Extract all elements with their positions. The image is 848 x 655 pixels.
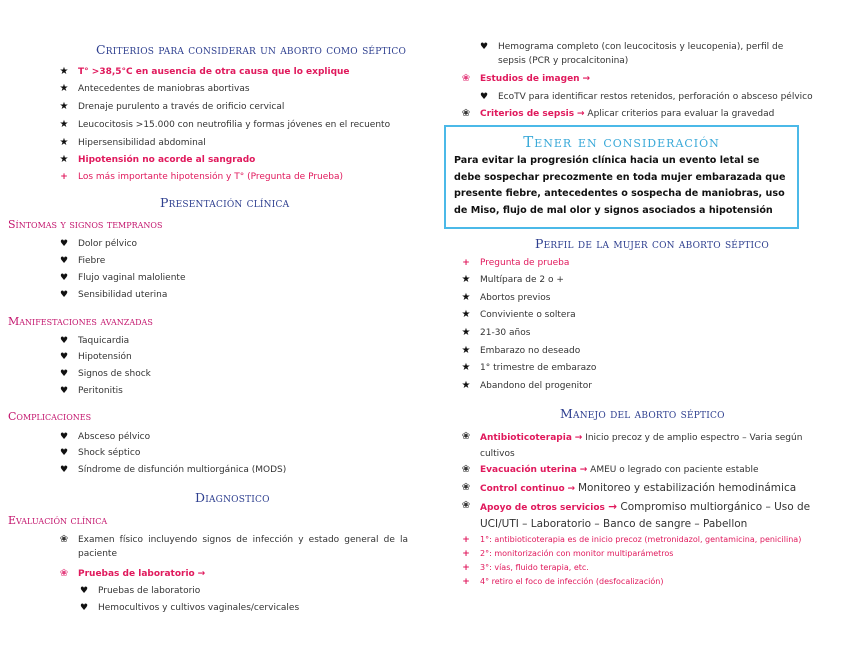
star-icon: ★ [59, 83, 69, 94]
criterios-title: Criterios para considerar un aborto como séptico [96, 42, 407, 57]
criterio-item: ★ Leucocitosis >15.000 con neutrofilia y formas jóvenes en el recuento [59, 119, 391, 130]
plus-icon: + [462, 563, 470, 573]
manejo-item: ❀ Antibioticoterapia → Inicio precoz y de amplio espectro – Varia según cultivos [461, 431, 803, 459]
heart-icon: ♥ [59, 386, 69, 396]
arrow-right-icon: → [577, 109, 585, 119]
perfil-title: Perfil de la mujer con aborto séptico [535, 236, 769, 251]
perfil-item: ★ Embarazo no deseado [461, 345, 581, 356]
criterio-item: ★ T° >38,5°C en ausencia de otra causa que lo explique [59, 66, 350, 77]
arrow-right-icon: → [579, 465, 588, 475]
flower-icon: ❀ [59, 568, 69, 579]
perfil-item: ★ 21-30 años [461, 327, 531, 338]
heart-icon: ♥ [59, 336, 69, 346]
criterio-item: ★ Hipersensibilidad abdominal [59, 137, 206, 148]
heart-icon: ♥ [59, 369, 69, 379]
perfil-item: ★ Conviviente o soltera [461, 309, 576, 320]
imagen-item: ❀ Estudios de imagen → [461, 73, 591, 84]
evaluacion-title: Evaluación clínica [8, 514, 108, 527]
flower-icon: ❀ [59, 534, 69, 545]
consideracion-callout [444, 125, 799, 229]
plus-icon: + [60, 172, 68, 182]
pruebas-item: ❀ Pruebas de laboratorio → [59, 568, 206, 579]
manejo-nota: + 4° retiro el foco de infección (desfocalización) [460, 575, 663, 589]
criterio-item: ★ Antecedentes de maniobras abortivas [59, 83, 250, 94]
sintoma-item: ♥ Fiebre [59, 256, 106, 266]
star-icon: ★ [461, 380, 471, 391]
complic-item: ♥ Síndrome de disfunción multiorgánica (MODS) [59, 465, 287, 475]
manejo-item: ❀ Control continuo → Monitoreo y estabilización hemodinámica [461, 482, 797, 494]
manifest-title: Manifestaciones avanzadas [8, 315, 153, 328]
prueba-item: ♥ Pruebas de laboratorio [79, 586, 201, 596]
criterio-item: ★ Drenaje purulento a través de orificio cervical [59, 101, 285, 112]
manejo-nota: + 1°: antibioticoterapia es de inicio precoz (metronidazol, gentamicina, penicilina) [460, 533, 801, 547]
complic-item: ♥ Absceso pélvico [59, 432, 151, 442]
callout-title: Tener en consideración [523, 133, 720, 151]
perfil-item: ★ Abandono del progenitor [461, 380, 592, 391]
manejo-item: ❀ Evacuación uterina → AMEU o legrado con paciente estable [461, 464, 759, 475]
arrow-right-icon: → [197, 569, 206, 579]
diagnostico-title: Diagnostico [195, 490, 270, 505]
flower-icon: ❀ [461, 73, 471, 84]
star-icon: ★ [59, 101, 69, 112]
flower-icon: ❀ [461, 108, 471, 119]
heart-icon: ♥ [59, 432, 69, 442]
heart-icon: ♥ [59, 465, 69, 475]
arrow-right-icon: → [567, 484, 576, 494]
perfil-item: ★ 1° trimestre de embarazo [461, 362, 597, 373]
prueba-item: ♥ Hemocultivos y cultivos vaginales/cervicales [79, 603, 300, 613]
flower-icon: ❀ [461, 464, 471, 475]
star-icon: ★ [59, 119, 69, 130]
criterio-item: ★ Hipotensión no acorde al sangrado [59, 154, 256, 165]
heart-icon: ♥ [59, 239, 69, 249]
manifest-item: ♥ Hipotensión [59, 352, 132, 362]
heart-icon: ♥ [79, 603, 89, 613]
manifest-item: ♥ Signos de shock [59, 369, 151, 379]
star-icon: ★ [59, 154, 69, 165]
arrow-right-icon: → [608, 501, 618, 513]
ecotv-item: ♥ EcoTV para identificar restos retenidos, perforación o absceso pélvico [479, 92, 813, 102]
criterios-sepsis-item: ❀ Criterios de sepsis → Aplicar criterios para evaluar la gravedad [461, 108, 775, 119]
heart-icon: ♥ [59, 290, 69, 300]
complic-title: Complicaciones [8, 410, 92, 423]
sintomas-title: Síntomas y signos tempranos [8, 218, 163, 231]
hemograma-item: ♥ Hemograma completo (con leucocitosis y leucopenia), perfil de sepsis (PCR y procalcitonina) [479, 42, 784, 66]
heart-icon: ♥ [59, 448, 69, 458]
plus-icon: + [462, 577, 470, 587]
star-icon: ★ [59, 137, 69, 148]
manifest-item: ♥ Peritonitis [59, 386, 123, 396]
star-icon: ★ [461, 274, 471, 285]
star-icon: ★ [461, 362, 471, 373]
manejo-nota: + 2°: monitorización con monitor multiparámetros [460, 547, 673, 561]
manejo-nota: + 3°: vías, fluido terapia, etc. [460, 561, 589, 575]
heart-icon: ♥ [79, 586, 89, 596]
sintoma-item: ♥ Dolor pélvico [59, 239, 138, 249]
sintoma-item: ♥ Sensibilidad uterina [59, 290, 168, 300]
heart-icon: ♥ [59, 273, 69, 283]
heart-icon: ♥ [479, 92, 489, 102]
criterio-note: + Los más importante hipotensión y T° (Pregunta de Prueba) [58, 170, 343, 184]
arrow-right-icon: → [582, 74, 591, 84]
perfil-note: + Pregunta de prueba [460, 256, 569, 270]
presentacion-title: Presentación clínica [160, 195, 290, 210]
manejo-item: ❀ Apoyo de otros servicios → Compromiso multiorgánico – Uso de UCI/UTI – Laboratorio – Banco de sangre – Pabellon [461, 500, 811, 530]
heart-icon: ♥ [479, 42, 489, 52]
perfil-item: ★ Abortos previos [461, 292, 551, 303]
manifest-item: ♥ Taquicardia [59, 336, 130, 346]
plus-icon: + [462, 258, 470, 268]
flower-icon: ❀ [461, 482, 471, 493]
plus-icon: + [462, 549, 470, 559]
star-icon: ★ [461, 327, 471, 338]
flower-icon: ❀ [461, 500, 471, 511]
star-icon: ★ [59, 66, 69, 77]
manejo-title: Manejo del aborto séptico [560, 406, 725, 421]
examen-item: ❀ Examen físico incluyendo signos de infección y estado general de la paciente [59, 534, 408, 559]
flower-icon: ❀ [461, 431, 471, 442]
star-icon: ★ [461, 292, 471, 303]
arrow-right-icon: → [574, 433, 583, 443]
perfil-item: ★ Multípara de 2 o + [461, 274, 564, 285]
callout-text: Para evitar la progresión clínica hacia un evento letal se debe sospechar precozmente en toda mujer embarazada que presente fiebre, antecedentes o sospecha de maniobras, uso de Miso, flujo de mal olor y signos asociados a hipotensión [454, 155, 786, 216]
sintoma-item: ♥ Flujo vaginal maloliente [59, 273, 186, 283]
heart-icon: ♥ [59, 256, 69, 266]
heart-icon: ♥ [59, 352, 69, 362]
complic-item: ♥ Shock séptico [59, 448, 141, 458]
star-icon: ★ [461, 345, 471, 356]
plus-icon: + [462, 535, 470, 545]
star-icon: ★ [461, 309, 471, 320]
